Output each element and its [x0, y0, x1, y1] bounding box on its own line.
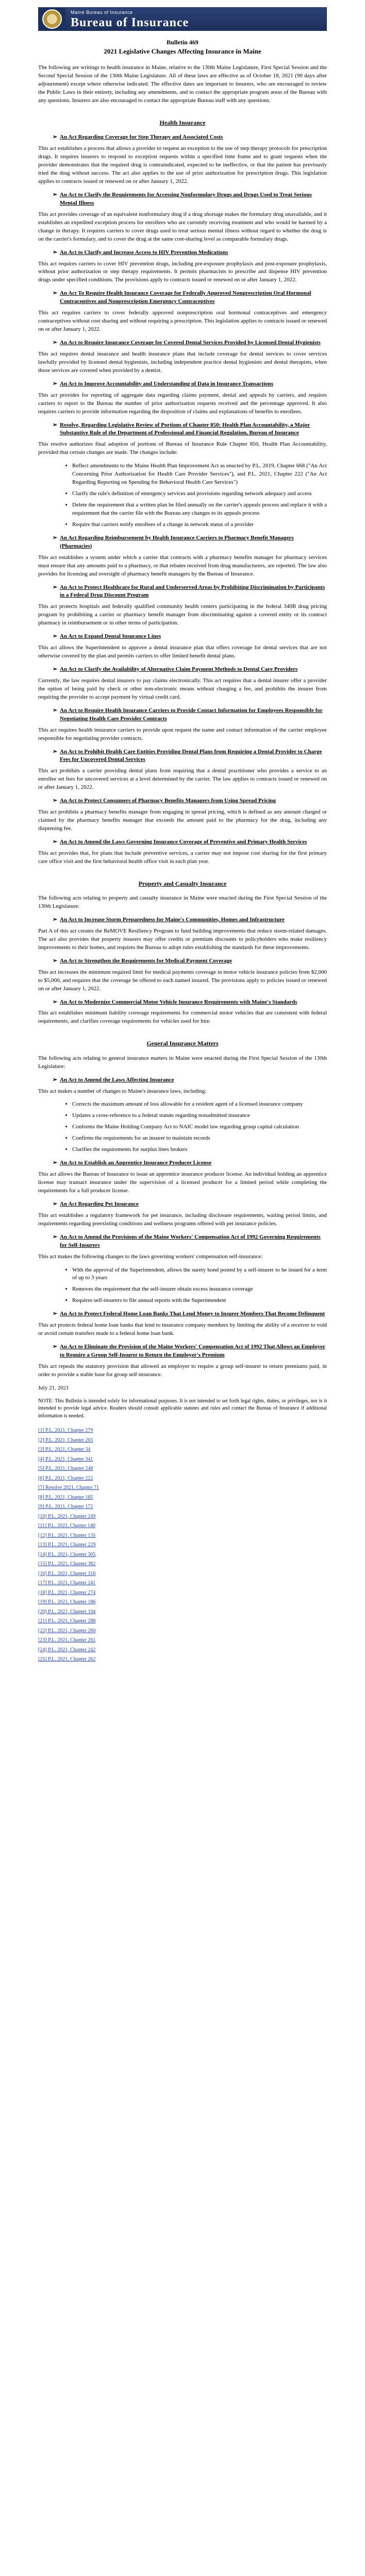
arrow-bullet-icon: ➢ [53, 798, 58, 804]
arrow-bullet-icon: ➢ [53, 838, 58, 845]
footnotes [38, 1427, 327, 1664]
arrow-bullet-icon: ➢ [53, 633, 58, 640]
arrow-bullet-icon: ➢ [53, 917, 58, 923]
footnote [38, 1599, 327, 1606]
property-act-description: This act establishes minimum liability coverage requirements for commercial motor vehicles that are consistent with federal requirements, and clarifies coverage requirements for vehicles used for hire. [38, 1010, 327, 1025]
bulletin-page [38, 7, 327, 2576]
health-act-description: This act establishes a system under which a carrier that contracts with a pharmacy benefits manager for pharmacy services must ensure that any amounts paid to a pharmacy, or that rebates received from drug manufacturers, are reported. The law also provides for licensing and oversight of pharmacy benefit managers by the Bureau of Insurance. [38, 554, 327, 577]
arrow-bullet-icon: ➢ [53, 998, 58, 1005]
health-act-heading [53, 534, 327, 551]
footnote [38, 1589, 327, 1597]
arrow-bullet-icon: ➢ [53, 1076, 58, 1083]
property-section-heading: Property and Casualty Insurance [138, 879, 227, 887]
general-act-bullet-list [38, 1266, 327, 1306]
general-act-title[interactable]: An Act to Amend the Laws Affecting Insurance [60, 1076, 174, 1083]
health-act-title[interactable]: An Act to Require Insurance Coverage for Covered Dental Services Provided by Licensed Dental Hygienists [60, 340, 321, 346]
footnote-link[interactable]: [11] P.L. 2021, Chapter 140 [38, 1523, 96, 1529]
footnote-link[interactable]: [25] P.L. 2021, Chapter 262 [38, 1656, 96, 1663]
health-act-description: This act provides that, for plans that include preventive services, a carrier may not impose cost sharing for the first primary care office visit and the first behavioral health office visit in each plan year. [38, 850, 327, 865]
footnote-link[interactable]: [13] P.L. 2021, Chapter 229 [38, 1542, 96, 1548]
general-act-bullet-list [38, 1100, 327, 1154]
general-act-description: This act makes the following changes to the laws governing workers' compensation self-insurance: [38, 1253, 263, 1260]
general-act-heading [53, 1343, 327, 1360]
footnote [38, 1618, 327, 1625]
footnote-link[interactable]: [14] P.L. 2021, Chapter 305 [38, 1551, 96, 1557]
general-act-title[interactable]: An Act to Amend the Provisions of the Maine Workers' Compensation Act of 1992 Governing Requirements for Self-Insurers [60, 1233, 321, 1248]
footnote [38, 1570, 327, 1578]
property-act-description: Part A of this act creates the ReMOVE Resiliency Program to fund building improvements that reduce storm-related damages. The act also provides that property insurers may offer credits or premium discounts to policyholders who make resiliency improvements to their homes, and requires the Bureau to adopt rules establishing the standards for these improvements. [38, 927, 327, 951]
footnote-link[interactable]: [12] P.L. 2021, Chapter 135 [38, 1532, 96, 1538]
arrow-bullet-icon: ➢ [53, 707, 58, 714]
arrow-bullet-icon: ➢ [53, 134, 58, 141]
health-act-title[interactable]: Resolve, Regarding Legislative Review of Portions of Chapter 850: Health Plan Accountability, a Major Substantive Rule of the Department of Professional and Financial Regulation, Bureau of Insurance [60, 421, 310, 436]
footnote-link[interactable]: [22] P.L. 2021, Chapter 260 [38, 1628, 96, 1634]
seal-emblem-icon [42, 9, 62, 29]
arrow-bullet-icon: ➢ [53, 340, 58, 346]
list-item: • Conforms the Maine Holding Company Act to NAIC model law regarding group capital calculation [72, 1123, 327, 1131]
arrow-bullet-icon: ➢ [53, 1311, 58, 1317]
arrow-bullet-icon: ➢ [53, 290, 58, 297]
arrow-bullet-icon: ➢ [53, 191, 58, 198]
health-act-title[interactable]: An Act to Protect Consumers of Pharmacy Benefits Managers from Using Spread Pricing [60, 798, 276, 804]
general-act-title[interactable]: An Act to Eliminate the Provision of the Maine Workers' Compensation Act of 1992 That Allows an Employer to Require a Group Self-Insurer to Return the Employer's Premium [60, 1344, 325, 1359]
list-item: • Clarify the rule's definition of emergency services and provisions regarding network adequacy and access [72, 490, 327, 498]
health-act-heading [53, 584, 327, 600]
health-act-description: This act requires health insurance carriers to provide upon request the name and contact information of the carrier employee responsible for negotiating provider contracts. [38, 726, 327, 741]
footnote [38, 1637, 327, 1645]
health-act-description: Currently, the law requires dental insurers to pay claims electronically. This act requires that a dental insurer offer a provider the option of being paid by check or other non-electronic means without charging a fee, and prohibits the insurer from requiring the provider to accept payment by virtual credit card. [38, 677, 327, 700]
health-items [38, 133, 327, 866]
footnote [38, 1513, 327, 1521]
footnote-link[interactable]: [3] P.L. 2021, Chapter 34 [38, 1447, 91, 1453]
footnote [38, 1541, 327, 1549]
general-act-description: This act establishes a regulatory framework for pet insurance, including disclosure requirements, waiting period limits, and requirements regarding preexisting conditions and wellness programs offered with pet insurance policies. [38, 1212, 327, 1227]
property-act-heading [53, 957, 327, 965]
health-act-heading [53, 380, 327, 388]
bulletin-date: July 21, 2021 [38, 1384, 69, 1391]
general-act-description: This act allows the Bureau of Insurance to issue an apprentice insurance producer license. An individual holding an apprentice license may transact insurance under the supervision of a licensed producer for a limited period while completing the requirements for a full producer license. [38, 1171, 327, 1194]
arrow-bullet-icon: ➢ [53, 584, 58, 590]
general-act-description: This act makes a number of changes to Maine's insurance laws, including: [38, 1088, 207, 1094]
state-seal [39, 8, 65, 30]
health-act-heading [53, 797, 327, 805]
footnote-link[interactable]: [5] P.L. 2021, Chapter 248 [38, 1466, 93, 1472]
list-item: • With the approval of the Superintendent, allows the surety bond posted by a self-insurer to be issued for a term of up to 3 years [72, 1266, 327, 1283]
arrow-bullet-icon: ➢ [53, 1160, 58, 1166]
general-act-description: This act repeals the statutory provision that allowed an employer to require a group self-insurer to return premiums paid, in order to provide a stable base for group self-insurance. [38, 1363, 327, 1378]
footnote [38, 1427, 327, 1435]
footnote [38, 1628, 327, 1635]
footnote-link[interactable]: [21] P.L. 2021, Chapter 288 [38, 1618, 96, 1624]
health-act-heading [53, 249, 327, 257]
health-act-description: This act provides for reporting of aggregate data regarding claims payment, denial and appeals by carriers, and requires carriers to report to the Bureau the number of prior authorization requests received and the percentage approved. It also requires carriers to provide information regarding the disposition of claims and explanations of benefits to enrollees. [38, 392, 327, 415]
health-act-heading [53, 290, 327, 306]
footnote-link[interactable]: [18] P.L. 2021, Chapter 274 [38, 1589, 96, 1596]
health-act-heading [53, 707, 327, 723]
arrow-bullet-icon: ➢ [53, 957, 58, 964]
list-item: • Removes the requirement that the self-insurer obtain excess insurance coverage [72, 1285, 327, 1294]
banner-text [65, 8, 326, 30]
document-title: 2021 Legislative Changes Affecting Insurance in Maine [104, 47, 261, 56]
general-act-description: This act protects federal home loan banks that lend to insurance company members by limiting the ability of a receiver to void or avoid certain transfers made to a federal home loan bank. [38, 1322, 327, 1337]
property-act-title[interactable]: An Act to Increase Storm Preparedness for Maine's Communities, Homes and Infrastructure [60, 917, 285, 923]
footnote [38, 1437, 327, 1445]
property-act-description: This act increases the minimum required limit for medical payments coverage in motor vehicle insurance policies from $2,000 to $5,000, and requires that the coverage be offered to each named insured. The provisions apply to policies issued or renewed on or after January 1, 2022. [38, 969, 327, 992]
health-act-title[interactable]: An Act to Clarify the Availability of Alternative Claim Payment Methods to Dental Care Providers [60, 666, 298, 672]
property-intro: The following acts relating to property and casualty insurance in Maine were enacted during the First Special Session of the 130th Legislature: [38, 895, 327, 910]
health-act-description: This act prohibits a carrier providing dental plans from requiring that a dental practitioner who provides a service to an enrollee set fees for uncovered services at a level determined by the carrier. The law applies to contracts issued or renewed on or after January 1, 2022. [38, 768, 327, 791]
general-act-heading [53, 1233, 327, 1250]
list-item: • Clarifies the requirements for surplus lines brokers [72, 1146, 327, 1154]
health-act-description: This act establishes a process that allows a provider to request an exception to the use of step therapy protocols for prescription drugs. It requires insurers to respond to exception requests within a specified time frame and to grant requests when the provider demonstrates that the required drug is contraindicated, expected to be ineffective, or that the patient has previously tried the drug without success. The act also applies to the use of prior authorization for prescription drugs. This legislation applies to contracts issued or renewed on or after January 1, 2022. [38, 145, 327, 184]
health-act-title[interactable]: An Act to Protect Healthcare for Rural and Underserved Areas by Prohibiting Discrimination by Participants in a Federal Drug Discount Program [60, 584, 325, 599]
health-act-heading [53, 191, 327, 208]
bulletin-number: Bulletin 469 [167, 39, 198, 46]
footnote [38, 1446, 327, 1454]
property-items [38, 916, 327, 1026]
general-act-heading [53, 1076, 327, 1084]
general-intro: The following acts relating to general insurance matters in Maine were enacted during the First Special Session of the 130th Legislature: [38, 1055, 327, 1070]
footnote [38, 1561, 327, 1568]
health-act-title[interactable]: An Act To Require Health Insurance Coverage for Federally Approved Nonprescription Oral Hormonal Contraceptives and Nonprescription Emergency Contraceptives [60, 290, 311, 305]
health-act-bullet-list [38, 462, 327, 529]
health-act-title[interactable]: An Act Regarding Coverage for Step Therapy and Associated Costs [60, 134, 223, 141]
health-act-description: This act protects hospitals and federally qualified community health centers participating in the federal 340B drug pricing program by prohibiting a carrier or pharmacy benefit manager from discriminating against a covered entity or its contract pharmacy in reimbursement or in other terms of participation. [38, 603, 327, 626]
footnote-link[interactable]: [4] P.L. 2021, Chapter 341 [38, 1456, 93, 1462]
general-act-title[interactable]: An Act to Establish an Apprentice Insurance Producer License [60, 1160, 211, 1166]
arrow-bullet-icon: ➢ [53, 1233, 58, 1240]
list-item: • Updates a cross-reference to a federal statute regarding nonadmitted insurance [72, 1112, 327, 1120]
list-item: • Requires self-insurers to file annual reports with the Superintendent [72, 1297, 327, 1305]
health-act-description: This act requires carriers to cover federally approved nonprescription oral hormonal contraceptives and emergency contraceptives without cost sharing and without requiring a prescription. This legislation applies to contracts issued or renewed on or after January 1, 2022. [38, 310, 327, 333]
bureau-banner [38, 7, 327, 31]
footnote [38, 1532, 327, 1540]
footnote [38, 1551, 327, 1559]
arrow-bullet-icon: ➢ [53, 380, 58, 387]
general-act-heading [53, 1200, 327, 1209]
footnote-link[interactable]: [2] P.L. 2021, Chapter 265 [38, 1437, 93, 1443]
property-act-title[interactable]: An Act to Modernize Commercial Motor Vehicle Insurance Requirements with Maine's Standards [60, 998, 297, 1005]
footnote-link[interactable]: [10] P.L. 2021, Chapter 249 [38, 1513, 96, 1519]
health-act-title[interactable]: An Act to Clarify the Requirements for Accessing Nonformulary Drugs and Drugs Used to Treat Serious Mental Illness [60, 191, 312, 206]
property-act-heading [53, 998, 327, 1007]
health-act-heading [53, 633, 327, 641]
footnote [38, 1475, 327, 1483]
footnote [38, 1494, 327, 1502]
banner-title: Bureau of Insurance [71, 15, 189, 29]
footnote-link[interactable]: [17] P.L. 2021, Chapter 241 [38, 1580, 96, 1586]
health-act-heading [53, 748, 327, 765]
footnote [38, 1656, 327, 1664]
banner-department: Maine Bureau of Insurance [71, 10, 133, 15]
footnote [38, 1608, 327, 1616]
general-act-heading [53, 1159, 327, 1167]
health-act-description: This resolve authorizes final adoption of portions of Bureau of Insurance Rule Chapter 850, Health Plan Accountability, provided that certain changes are made. The changes include: [38, 441, 327, 456]
footnote [38, 1522, 327, 1530]
arrow-bullet-icon: ➢ [53, 666, 58, 672]
health-act-heading [53, 666, 327, 674]
arrow-bullet-icon: ➢ [53, 421, 58, 428]
health-act-description: This act requires dental insurance and health insurance plans that include coverage for dental services to cover services lawfully provided by licensed dental hygienists, including independent practice dental hygienists and dental therapists, when those services are covered when provided by a dentist. [38, 350, 327, 374]
arrow-bullet-icon: ➢ [53, 534, 58, 541]
footnote-link[interactable]: [24] P.L. 2021, Chapter 242 [38, 1647, 96, 1653]
footnote [38, 1647, 327, 1654]
health-act-description: This act requires carriers to cover HIV prevention drugs, including pre-exposure prophylaxis and post-exposure prophylaxis, without prior authorization or step therapy requirements. It permits pharmacists to prescribe and dispense HIV prevention drugs under specified conditions. The provisions apply to contracts issued or renewed on or after January 1, 2022. [38, 260, 327, 283]
footnote-link[interactable]: [7] Resolve 2021, Chapter 71 [38, 1485, 99, 1491]
general-act-heading [53, 1310, 327, 1318]
list-item: • Delete the requirement that a written plan be filed annually on the carrier's appeals process and replace it with a requirement that the carrier file with the Bureau any changes to its appeals process [72, 501, 327, 518]
footnote-link[interactable]: [8] P.L. 2021, Chapter 185 [38, 1494, 93, 1500]
health-act-description: This act prohibits a pharmacy benefits manager from engaging in spread pricing, which is defined as any amount charged or claimed by the pharmacy benefits manager that exceeds the amount paid to the pharmacy for the drug, including any dispensing fee. [38, 809, 327, 832]
disclaimer-note: NOTE: This Bulletin is intended solely for informational purposes. It is not intended to set forth legal rights, duties, or privileges, nor is it intended to provide legal advice. Readers should consult applicable statutes and rules and contact the Bureau of Insurance if additional information is needed. [38, 1398, 327, 1419]
arrow-bullet-icon: ➢ [53, 1200, 58, 1207]
health-act-heading [53, 838, 327, 846]
footnote-link[interactable]: [15] P.L. 2021, Chapter 382 [38, 1561, 96, 1567]
health-act-title[interactable]: An Act to Prohibit Health Care Entities Providing Dental Plans from Requiring a Dental Provider to Charge Fees for Uncovered Dental Services [60, 748, 322, 763]
health-section-heading: Health Insurance [159, 118, 206, 126]
footnote [38, 1580, 327, 1587]
footnote [38, 1503, 327, 1511]
health-act-heading [53, 339, 327, 347]
property-act-title[interactable]: An Act to Strengthen the Requirements for Medical Payment Coverage [60, 957, 232, 964]
general-act-title[interactable]: An Act to Protect Federal Home Loan Banks That Lend Money to Insurer Members That Become Delinquent [60, 1311, 325, 1317]
footnote-link[interactable]: [6] P.L. 2021, Chapter 222 [38, 1475, 93, 1481]
health-act-title[interactable]: An Act to Amend the Laws Governing Insurance Coverage of Preventive and Primary Health Services [60, 838, 307, 845]
health-act-title[interactable]: An Act to Expand Dental Insurance Lines [60, 633, 161, 640]
footnote [38, 1484, 327, 1492]
intro-paragraph: The following are writings to health insurance in Maine, relative to the 130th Maine Legislature, First Special Session and the Second Special Session of the 130th Maine Legislature. All of these laws are effective as of October 18, 2021 (90 days after adjournment) except where otherwise indicated. The effective dates are important to insurers, who are encouraged to review the Public Laws in their entirety, including any amendments, and to contact the appropriate program areas of the Bureau with any questions. Insurers are also encouraged to contact the appropriate Bureau staff with any questions. [38, 64, 327, 104]
list-item: • Confirms the requirements for an insurer to maintain records [72, 1134, 327, 1143]
health-act-title[interactable]: An Act to Improve Accountability and Understanding of Data in Insurance Transactions [60, 380, 274, 387]
list-item: • Reflect amendments to the Maine Health Plan Improvement Act as enacted by P.L. 2019, Chapter 668 ("An Act Concerning Prior Authorization for Health Care Provider Services"), and P.L. 2021, Chapter 222 ("An Act Regarding Reporting on Spending for Behavioral Health Care Services") [72, 462, 327, 487]
footnote-link[interactable]: [1] P.L. 2021, Chapter 279 [38, 1428, 93, 1434]
footnote [38, 1465, 327, 1473]
health-act-heading [53, 421, 327, 438]
property-act-heading [53, 916, 327, 924]
health-act-heading [53, 133, 327, 142]
arrow-bullet-icon: ➢ [53, 249, 58, 256]
health-act-description: This act provides coverage of an equivalent nonformulary drug if a drug shortage makes the formulary drug unavailable, and it establishes an expedited exception process for enrollees who are currently receiving treatment and who would be harmed by a change in therapy. It requires carriers to cover drugs used to treat serious mental illness without regard to whether the drug is on the carrier's formulary, and to cover the drug at the same cost-sharing level as comparable formulary drugs. [38, 211, 327, 242]
general-items [38, 1076, 327, 1379]
footnote-link[interactable]: [9] P.L. 2021, Chapter 172 [38, 1504, 93, 1510]
list-item: • Corrects the maximum amount of loss allowable for a resident agent of a licensed insurance company [72, 1100, 327, 1109]
list-item: • Require that carriers notify enrollees of a change in network status of a provider [72, 521, 327, 529]
health-act-description: This act allows the Superintendent to approve a dental insurance plan that offers coverage for dental services that are not otherwise covered by the plan and permits carriers to offer limited benefit dental plans. [38, 645, 327, 659]
general-section-heading: General Insurance Matters [146, 1040, 219, 1047]
footnote [38, 1456, 327, 1464]
arrow-bullet-icon: ➢ [53, 1344, 58, 1350]
footnote-link[interactable]: [19] P.L. 2021, Chapter 186 [38, 1599, 96, 1605]
footnote-link[interactable]: [20] P.L. 2021, Chapter 104 [38, 1608, 96, 1615]
general-act-title[interactable]: An Act Regarding Pet Insurance [60, 1200, 139, 1207]
footnote-link[interactable]: [16] P.L. 2021, Chapter 316 [38, 1570, 96, 1577]
footnote-link[interactable]: [23] P.L. 2021, Chapter 261 [38, 1637, 96, 1643]
health-act-title[interactable]: An Act to Require Health Insurance Carriers to Provide Contact Information for Employees Responsible for Negotiating Health Care Provider Contracts [60, 707, 323, 722]
arrow-bullet-icon: ➢ [53, 748, 58, 755]
health-act-title[interactable]: An Act Regarding Reimbursement by Health Insurance Carriers to Pharmacy Benefit Managers (Pharmacies) [60, 534, 294, 549]
health-act-title[interactable]: An Act to Clarify and Increase Access to HIV Prevention Medications [60, 249, 228, 256]
